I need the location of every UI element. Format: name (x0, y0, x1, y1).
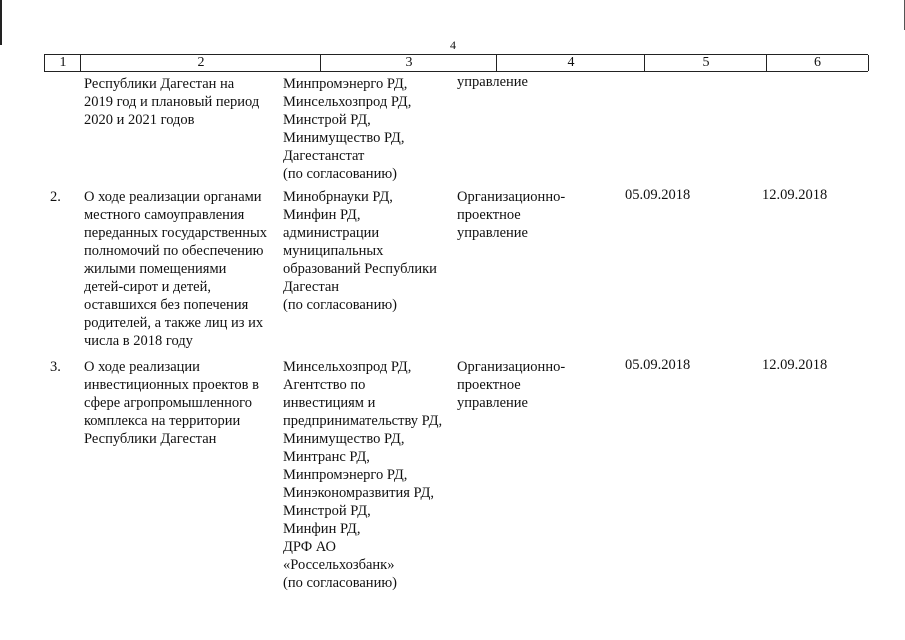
column-header-2: 2 (80, 55, 321, 71)
division-cell: управление (457, 74, 528, 90)
date-end-cell: 12.09.2018 (762, 357, 828, 373)
table-header-row (44, 54, 868, 72)
row-number-cell: 2. (50, 189, 61, 205)
event-title-cell: О ходе реализации органами местного самоуправления переданных государственных полномочий по обеспечению жилыми помещениями детей-сирот и детей, оставшихся без попечения родителей, а также лиц из их числа в 2018 году (84, 189, 267, 349)
page-number: 4 (450, 38, 456, 52)
date-start-cell: 05.09.2018 (625, 187, 691, 203)
event-title-cell: О ходе реализации инвестиционных проектов в сфере агропромышленного комплекса на территории Республики Дагестан (84, 359, 259, 447)
scan-edge-mark (0, 0, 2, 45)
date-end-cell: 12.09.2018 (762, 187, 828, 203)
column-header-5: 5 (644, 55, 767, 71)
column-header-1: 1 (44, 55, 81, 71)
row-number-cell: 3. (50, 359, 61, 375)
column-header-6: 6 (766, 55, 869, 71)
division-cell: Организационно- проектное управление (457, 359, 566, 411)
column-header-3: 3 (320, 55, 497, 71)
column-header-4: 4 (496, 55, 645, 71)
division-cell: Организационно- проектное управление (457, 189, 566, 241)
responsible-cell: Минобрнауки РД, Минфин РД, администрации муниципальных образований Республики Дагестан (по согласованию) (283, 189, 437, 313)
responsible-cell: Минпромэнерго РД, Минсельхозпрод РД, Минстрой РД, Минимущество РД, Дагестанстат (по согласованию) (283, 76, 412, 182)
event-title-cell: Республики Дагестан на 2019 год и плановый период 2020 и 2021 годов (84, 76, 260, 128)
date-start-cell: 05.09.2018 (625, 357, 691, 373)
responsible-cell: Минсельхозпрод РД, Агентство по инвестициям и предпринимательству РД, Минимущество РД, Минтранс РД, Минпромэнерго РД, Минэкономразвития РД, Минстрой РД, Минфин РД, ДРФ АО «Россельхозбанк» (по согласованию) (283, 359, 443, 591)
